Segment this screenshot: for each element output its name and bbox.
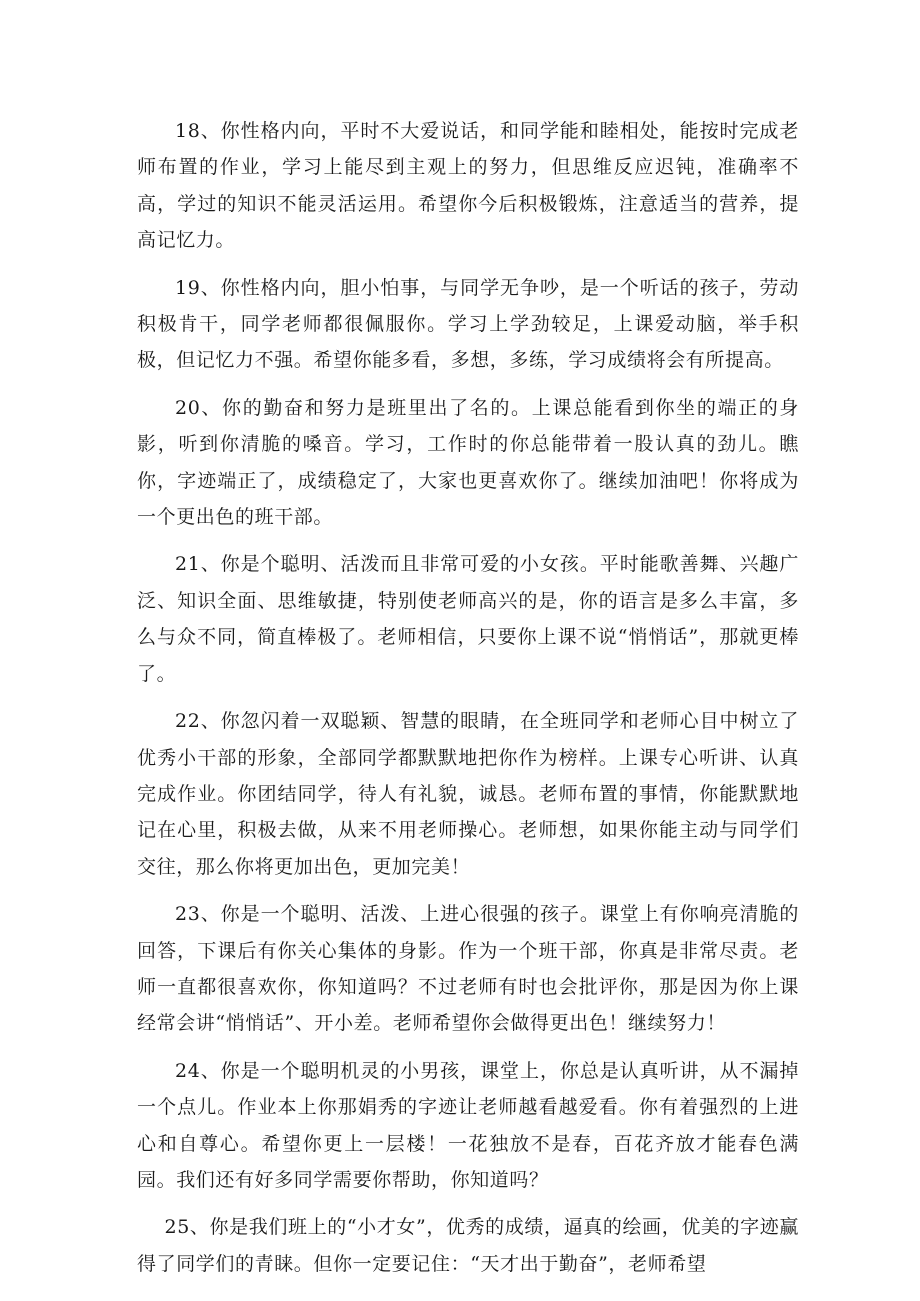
comment-paragraph-23: 23、你是一个聪明、活泼、上进心很强的孩子。课堂上有你响亮清脆的回答，下课后有你关心集体的身影。作为一个班干部，你真是非常尽责。老师一直都很喜欢你，你知道吗？不过老师有时也会批评你，那是因为你上课经常会讲“悄悄话”、开小差。老师希望你会做得更出色！继续努力！: [137, 903, 799, 1035]
comment-paragraph-18: 18、你性格内向，平时不大爱说话，和同学能和睦相处，能按时完成老师布置的作业，学习上能尽到主观上的努力，但思维反应迟钝，准确率不高，学过的知识不能灵活运用。希望你今后积极锻炼，注意适当的营养，提高记忆力。: [137, 120, 799, 252]
comment-paragraph-22: 22、你忽闪着一双聪颖、智慧的眼睛，在全班同学和老师心目中树立了优秀小干部的形象，全部同学都默默地把你作为榜样。上课专心听讲、认真完成作业。你团结同学，待人有礼貌，诚恳。老师布置的事情，你能默默地记在心里，积极去做，从来不用老师操心。老师想，如果你能主动与同学们交往，那么你将更加出色，更加完美！: [137, 710, 799, 878]
comment-paragraph-20: 20、你的勤奋和努力是班里出了名的。上课总能看到你坐的端正的身影，听到你清脆的嗓音。学习，工作时的你总能带着一股认真的劲儿。瞧你，字迹端正了，成绩稳定了，大家也更喜欢你了。继续加油吧！你将成为一个更出色的班干部。: [137, 396, 799, 529]
comment-paragraph-25: 25、你是我们班上的“小才女”，优秀的成绩，逼真的绘画，优美的字迹赢得了同学们的青睐。但你一定要记住：“天才出于勤奋”，老师希望: [137, 1216, 799, 1275]
comment-paragraph-21: 21、你是个聪明、活泼而且非常可爱的小女孩。平时能歌善舞、兴趣广泛、知识全面、思维敏捷，特别使老师高兴的是，你的语言是多么丰富，多么与众不同，简直棒极了。老师相信，只要你上课不说“悄悄话”，那就更棒了。: [137, 553, 799, 685]
comment-list: [137, 113, 799, 1282]
comment-paragraph-24: 24、你是一个聪明机灵的小男孩，课堂上，你总是认真听讲，从不漏掉一个点儿。作业本上你那娟秀的字迹让老师越看越爱看。你有着强烈的上进心和自尊心。希望你更上一层楼！一花独放不是春，百花齐放才能春色满园。我们还有好多同学需要你帮助，你知道吗？: [137, 1059, 799, 1191]
comment-paragraph-19: 19、你性格内向，胆小怕事，与同学无争吵，是一个听话的孩子，劳动积极肯干，同学老师都很佩服你。学习上学劲较足，上课爱动脑，举手积极，但记忆力不强。希望你能多看，多想，多练，学习成绩将会有所提高。: [137, 276, 799, 372]
